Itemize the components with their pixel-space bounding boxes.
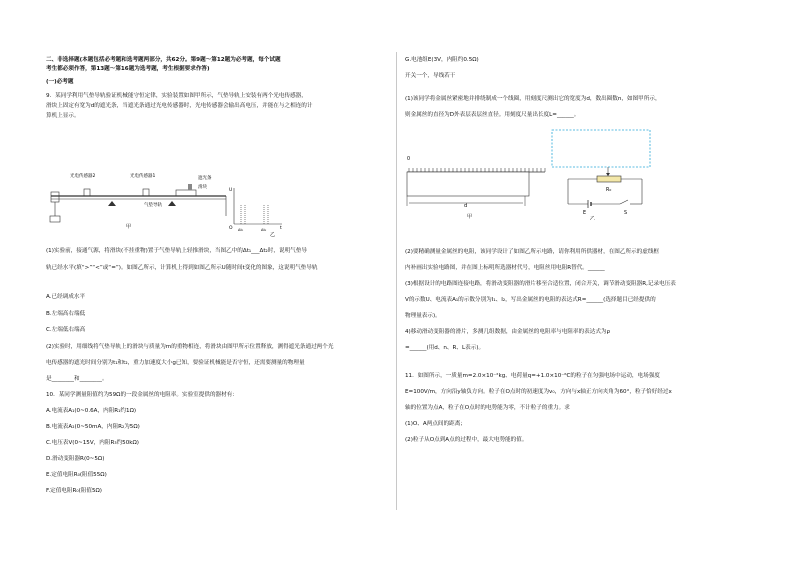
- coil-caption: 甲: [467, 214, 473, 220]
- q9-stem-line3: 算机上显示。: [46, 113, 80, 119]
- label-sensor1: 光电传感器1: [130, 174, 156, 179]
- q9-stem-line2: 滑块上固定有宽为d的遮光条，当遮光条通过光电传感器时，光电传感器会输出高电压，并能在与之相连的计: [46, 103, 313, 109]
- label-u-axis: U: [229, 188, 233, 193]
- q11-question2: (2)粒子从O点到A点的过程中，最大电势能的值。: [405, 437, 528, 443]
- q9-option-a: A.已经调成水平: [46, 294, 86, 300]
- circuit-figure: [550, 128, 660, 220]
- q9-option-c: C.左端低右端高: [46, 327, 86, 333]
- q10-part2-line2: 内补画出实验电路图，并在图上标明所选器材代号，电阻丝用电阻R替代。______: [405, 265, 605, 271]
- q11-stem-line3: 轴的位置为点A，粒子在O点时的电势能为零，不计粒子的重力。求: [405, 405, 570, 411]
- r0-label: R₀: [606, 188, 612, 193]
- figure-caption-b: 乙: [270, 232, 276, 237]
- q10-item-b: B.电流表A₂(0~50mA，内阻R₂为5Ω): [46, 424, 140, 430]
- label-t-axis: t: [280, 226, 282, 231]
- ruler-zero-label: 0: [407, 157, 411, 162]
- label-shade: 遮光条: [198, 176, 212, 181]
- label-track: 气垫导轨: [144, 203, 162, 208]
- q11-question1: (1)O、A两点间的距离；: [405, 421, 466, 427]
- q9-part1-line2: 轨已经水平(填“>”“<”或“=”)。如图乙所示，计算机上得到如图乙所示U随时间t变化的图象，这说明气垫导轨: [46, 265, 318, 271]
- coil-figure: [405, 128, 555, 220]
- q9-part2-line3: 是________和________。: [46, 376, 108, 382]
- q10-part1-line1: (1)该同学将金属丝紧密地并排绕制成一个线圈，用刻度尺测出它的宽度为d，数出圈数n，如图甲所示，: [405, 96, 661, 102]
- u-t-graph: [226, 182, 286, 237]
- q9-stem-line1: 9．某同学利用气垫导轨验证机械能守恒定律，实验装置如图甲所示，气垫导轨上安装有两个光电传感器，: [46, 93, 307, 99]
- q9-part1-line1: (1)实验前，接通气源，将滑块(不挂重物)置于气垫导轨上轻推滑块，当图乙中的Δt₁___Δt₂时，说明气垫导: [46, 248, 307, 254]
- q10-part3-line1: (3)根据设计的电路图连接电路，将滑动变阻器的滑片移至合适位置，闭合开关，调节滑动变阻器R,记录电压表: [405, 281, 676, 287]
- q10-part3-line3: 物理量表示)。: [405, 313, 441, 319]
- q10-item-g: G.电池组E(3V，内阻约0.5Ω): [405, 57, 479, 63]
- section-header-line1: 二、非选择题(本题包括必考题和选考题两部分，共62分。第9题～第12题为必考题，每个试题: [46, 57, 281, 63]
- q10-item-e: E.定值电阻R₀(阻值55Ω): [46, 472, 107, 478]
- label-dt2: Δt₂: [261, 228, 267, 232]
- width-d-label: d: [464, 203, 468, 209]
- q10-item-a: A.电流表A₁(0~0.6A，内阻R₁约1Ω): [46, 408, 137, 414]
- q10-part1-line2: 则金属丝的直径为D外表层表层丝直径。用刻度尺量出长度L=______。: [405, 112, 580, 118]
- air-track-figure: [48, 170, 228, 230]
- subsection-title: (一)必考题: [46, 79, 74, 85]
- q10-part2-line1: (2)要精确测量金属丝的电阻，该同学设计了如图乙所示电路，请你利用所供器材，在图乙所示的虚线框: [405, 249, 660, 255]
- q10-item-c: C.电压表V(0~15V，内阻R₃约50kΩ): [46, 440, 139, 446]
- q10-part3-line2: V的示数U、电流表A₁的示数分别为I₁、I₂，写出金属丝的电阻的表达式R=______(选择题目已经提供的: [405, 297, 656, 303]
- q10-part4-line1: 4)移动滑动变阻器的滑片，多测几组数据，由金属丝的电阻率与电阻率的表达式为ρ: [405, 329, 611, 335]
- q10-item-d: D.滑动变阻器R(0~5Ω): [46, 456, 105, 462]
- column-divider: [396, 52, 397, 510]
- q11-stem-line2: E=100V/m，方向沿y轴负方向。粒子在O点时的初速度为v₀，方向与x轴正方向夹角为60°，粒子恰好经过x: [405, 389, 672, 395]
- section-header-line2: 考生都必须作答，第13题～第16题为选考题，考生根据要求作答): [46, 66, 210, 72]
- q9-part2-line1: (2)实验时，用细线将气垫导轨上的滑块与质量为m的重物相连，将滑块由图甲所示位置释放，测得遮光条通过两个光: [46, 344, 334, 350]
- label-slider: 滑块: [198, 185, 207, 190]
- q11-stem-line1: 11．如图所示，一质量m=2.0×10⁻²kg、电荷量q=+1.0×10⁻⁶C的粒子在匀强电场中运动，电场强度: [405, 373, 660, 379]
- q10-stem: 10．某同学测量阻值约为59Ω的一段金属丝的电阻率。实验室提供的器材有：: [46, 392, 238, 398]
- figure-caption-a: 甲: [126, 224, 132, 230]
- q10-part4-line2: =______(用d、n、R、L表示)。: [405, 345, 485, 351]
- q10-item-h: 开关一个，导线若干: [405, 73, 456, 79]
- label-sensor2: 光电传感器2: [70, 174, 96, 179]
- battery-e-label: E: [583, 211, 587, 216]
- label-origin: O: [229, 226, 233, 231]
- switch-s-label: S: [624, 211, 628, 216]
- label-dt1: Δt₁: [238, 228, 244, 232]
- q9-option-b: B.左端高右端低: [46, 311, 86, 317]
- q9-part2-line2: 电传感器的遮光时间分别为t₁和t₂，重力加速度大小g已知，要验证机械能是否守恒，还需要测量的物理量: [46, 360, 305, 366]
- q10-item-f: F.定值电阻R₀(阻值5Ω): [46, 488, 102, 494]
- circuit-caption: 乙: [590, 216, 596, 220]
